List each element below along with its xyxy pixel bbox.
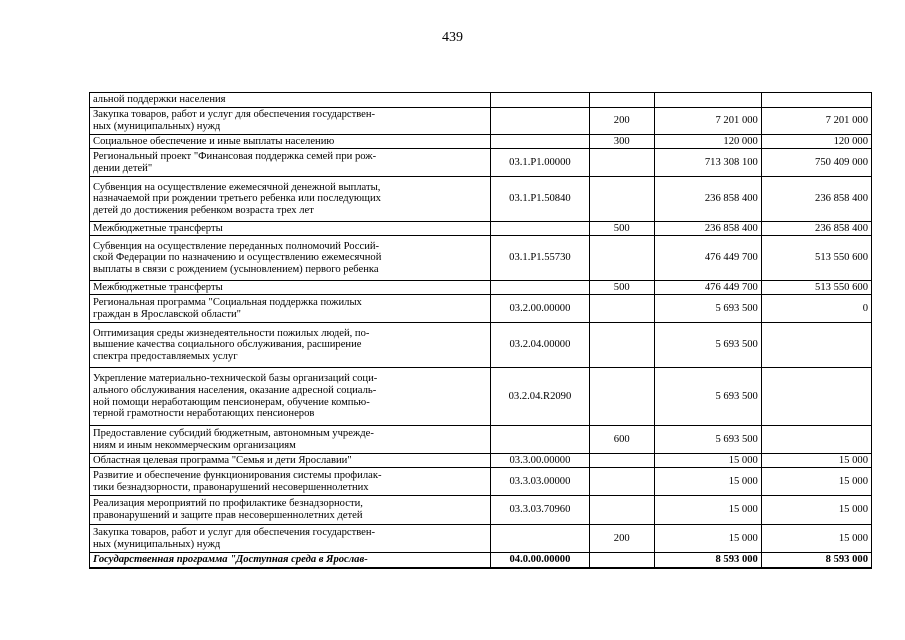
row-amount-1-cell: 5 693 500	[654, 368, 761, 426]
row-expense-type-cell	[589, 496, 654, 525]
row-amount-1-cell: 120 000	[654, 135, 761, 149]
row-name-cell: Оптимизация среды жизнедеятельности пожилых людей, по- вышение качества социального обслуживания, расширение спектра предоставляемых услуг	[90, 323, 491, 368]
row-name-cell: Реализация мероприятий по профилактике безнадзорности, правонарушений и защите прав несовершеннолетних детей	[90, 496, 491, 525]
row-code-cell: 03.2.00.00000	[491, 295, 589, 323]
row-expense-type-cell	[589, 553, 654, 568]
row-amount-1-cell	[654, 93, 761, 108]
table-row	[90, 368, 872, 426]
page-number: 439	[442, 30, 463, 45]
row-amount-2-cell: 236 858 400	[761, 177, 871, 222]
row-amount-1-cell: 15 000	[654, 496, 761, 525]
row-amount-2-cell: 8 593 000	[761, 553, 871, 568]
budget-table-body	[90, 93, 872, 568]
row-code-cell	[491, 93, 589, 108]
row-amount-1-cell: 15 000	[654, 468, 761, 496]
row-amount-1-cell: 476 449 700	[654, 281, 761, 295]
table-row	[90, 222, 872, 236]
table-row	[90, 149, 872, 177]
row-name-cell: Региональный проект "Финансовая поддержка семей при рож- дении детей"	[90, 149, 491, 177]
row-amount-1-cell: 15 000	[654, 525, 761, 553]
row-expense-type-cell: 300	[589, 135, 654, 149]
row-expense-type-cell	[589, 236, 654, 281]
row-code-cell	[491, 525, 589, 553]
row-amount-1-cell: 236 858 400	[654, 177, 761, 222]
row-code-cell: 03.3.03.70960	[491, 496, 589, 525]
row-expense-type-cell: 500	[589, 222, 654, 236]
row-name-cell: Межбюджетные трансферты	[90, 222, 491, 236]
row-amount-2-cell: 750 409 000	[761, 149, 871, 177]
table-row	[90, 454, 872, 468]
row-name-cell: Государственная программа "Доступная среда в Ярослав-	[90, 553, 491, 568]
row-expense-type-cell	[589, 468, 654, 496]
row-amount-1-cell: 5 693 500	[654, 295, 761, 323]
row-expense-type-cell: 600	[589, 426, 654, 454]
row-expense-type-cell	[589, 323, 654, 368]
table-row	[90, 553, 872, 568]
row-code-cell: 03.1.Р1.00000	[491, 149, 589, 177]
row-amount-2-cell: 15 000	[761, 468, 871, 496]
row-amount-2-cell	[761, 426, 871, 454]
row-expense-type-cell	[589, 177, 654, 222]
table-row	[90, 426, 872, 454]
row-amount-2-cell: 7 201 000	[761, 108, 871, 135]
row-amount-2-cell: 513 550 600	[761, 281, 871, 295]
row-amount-2-cell	[761, 323, 871, 368]
row-code-cell: 03.1.Р1.50840	[491, 177, 589, 222]
row-expense-type-cell	[589, 149, 654, 177]
row-code-cell	[491, 135, 589, 149]
row-amount-2-cell: 236 858 400	[761, 222, 871, 236]
table-row	[90, 323, 872, 368]
row-name-cell: Субвенция на осуществление переданных полномочий Россий- ской Федерации по назначению и осуществлению ежемесячной выплаты в связи с рождением (усыновлением) первого ребенка	[90, 236, 491, 281]
row-name-cell: альной поддержки населения	[90, 93, 491, 108]
row-expense-type-cell	[589, 454, 654, 468]
row-code-cell	[491, 222, 589, 236]
table-row	[90, 93, 872, 108]
row-amount-1-cell: 7 201 000	[654, 108, 761, 135]
row-amount-1-cell: 5 693 500	[654, 426, 761, 454]
row-name-cell: Закупка товаров, работ и услуг для обеспечения государствен- ных (муниципальных) нужд	[90, 108, 491, 135]
row-amount-2-cell: 0	[761, 295, 871, 323]
row-amount-2-cell	[761, 93, 871, 108]
table-row	[90, 525, 872, 553]
row-name-cell: Укрепление материально-технической базы организаций соци- ального обслуживания населения, оказание адресной социаль- ной помощи неработающим пенсионерам, обучение компью- терной грамотности неработающих пенсионеров	[90, 368, 491, 426]
table-row	[90, 108, 872, 135]
row-name-cell: Развитие и обеспечение функционирования системы профилак- тики безнадзорности, правонарушений несовершеннолетних	[90, 468, 491, 496]
row-code-cell: 03.3.00.00000	[491, 454, 589, 468]
row-amount-1-cell: 476 449 700	[654, 236, 761, 281]
row-amount-2-cell	[761, 368, 871, 426]
row-expense-type-cell	[589, 368, 654, 426]
row-name-cell: Закупка товаров, работ и услуг для обеспечения государствен- ных (муниципальных) нужд	[90, 525, 491, 553]
row-amount-1-cell: 713 308 100	[654, 149, 761, 177]
row-amount-2-cell: 15 000	[761, 525, 871, 553]
row-code-cell: 03.2.04.R2090	[491, 368, 589, 426]
table-row	[90, 496, 872, 525]
row-name-cell: Областная целевая программа "Семья и дети Ярославии"	[90, 454, 491, 468]
row-code-cell: 03.3.03.00000	[491, 468, 589, 496]
row-amount-1-cell: 8 593 000	[654, 553, 761, 568]
row-amount-2-cell: 15 000	[761, 454, 871, 468]
row-code-cell: 04.0.00.00000	[491, 553, 589, 568]
row-amount-1-cell: 15 000	[654, 454, 761, 468]
row-code-cell: 03.1.Р1.55730	[491, 236, 589, 281]
row-name-cell: Региональная программа "Социальная поддержка пожилых граждан в Ярославской области"	[90, 295, 491, 323]
table-row	[90, 135, 872, 149]
row-code-cell	[491, 281, 589, 295]
table-row	[90, 177, 872, 222]
row-expense-type-cell	[589, 295, 654, 323]
row-code-cell	[491, 108, 589, 135]
row-amount-1-cell: 236 858 400	[654, 222, 761, 236]
row-name-cell: Субвенция на осуществление ежемесячной денежной выплаты, назначаемой при рождении третьего ребенка или последующих детей до достижения ребенком возраста трех лет	[90, 177, 491, 222]
row-name-cell: Предоставление субсидий бюджетным, автономным учрежде- ниям и иным некоммерческим организациям	[90, 426, 491, 454]
row-amount-2-cell: 120 000	[761, 135, 871, 149]
table-row	[90, 468, 872, 496]
row-code-cell: 03.2.04.00000	[491, 323, 589, 368]
budget-table	[89, 92, 872, 569]
table-row	[90, 236, 872, 281]
row-amount-2-cell: 513 550 600	[761, 236, 871, 281]
table-row	[90, 295, 872, 323]
row-code-cell	[491, 426, 589, 454]
row-expense-type-cell: 500	[589, 281, 654, 295]
row-name-cell: Социальное обеспечение и иные выплаты населению	[90, 135, 491, 149]
table-row	[90, 281, 872, 295]
row-amount-2-cell: 15 000	[761, 496, 871, 525]
row-amount-1-cell: 5 693 500	[654, 323, 761, 368]
row-expense-type-cell: 200	[589, 525, 654, 553]
row-expense-type-cell: 200	[589, 108, 654, 135]
row-name-cell: Межбюджетные трансферты	[90, 281, 491, 295]
row-expense-type-cell	[589, 93, 654, 108]
